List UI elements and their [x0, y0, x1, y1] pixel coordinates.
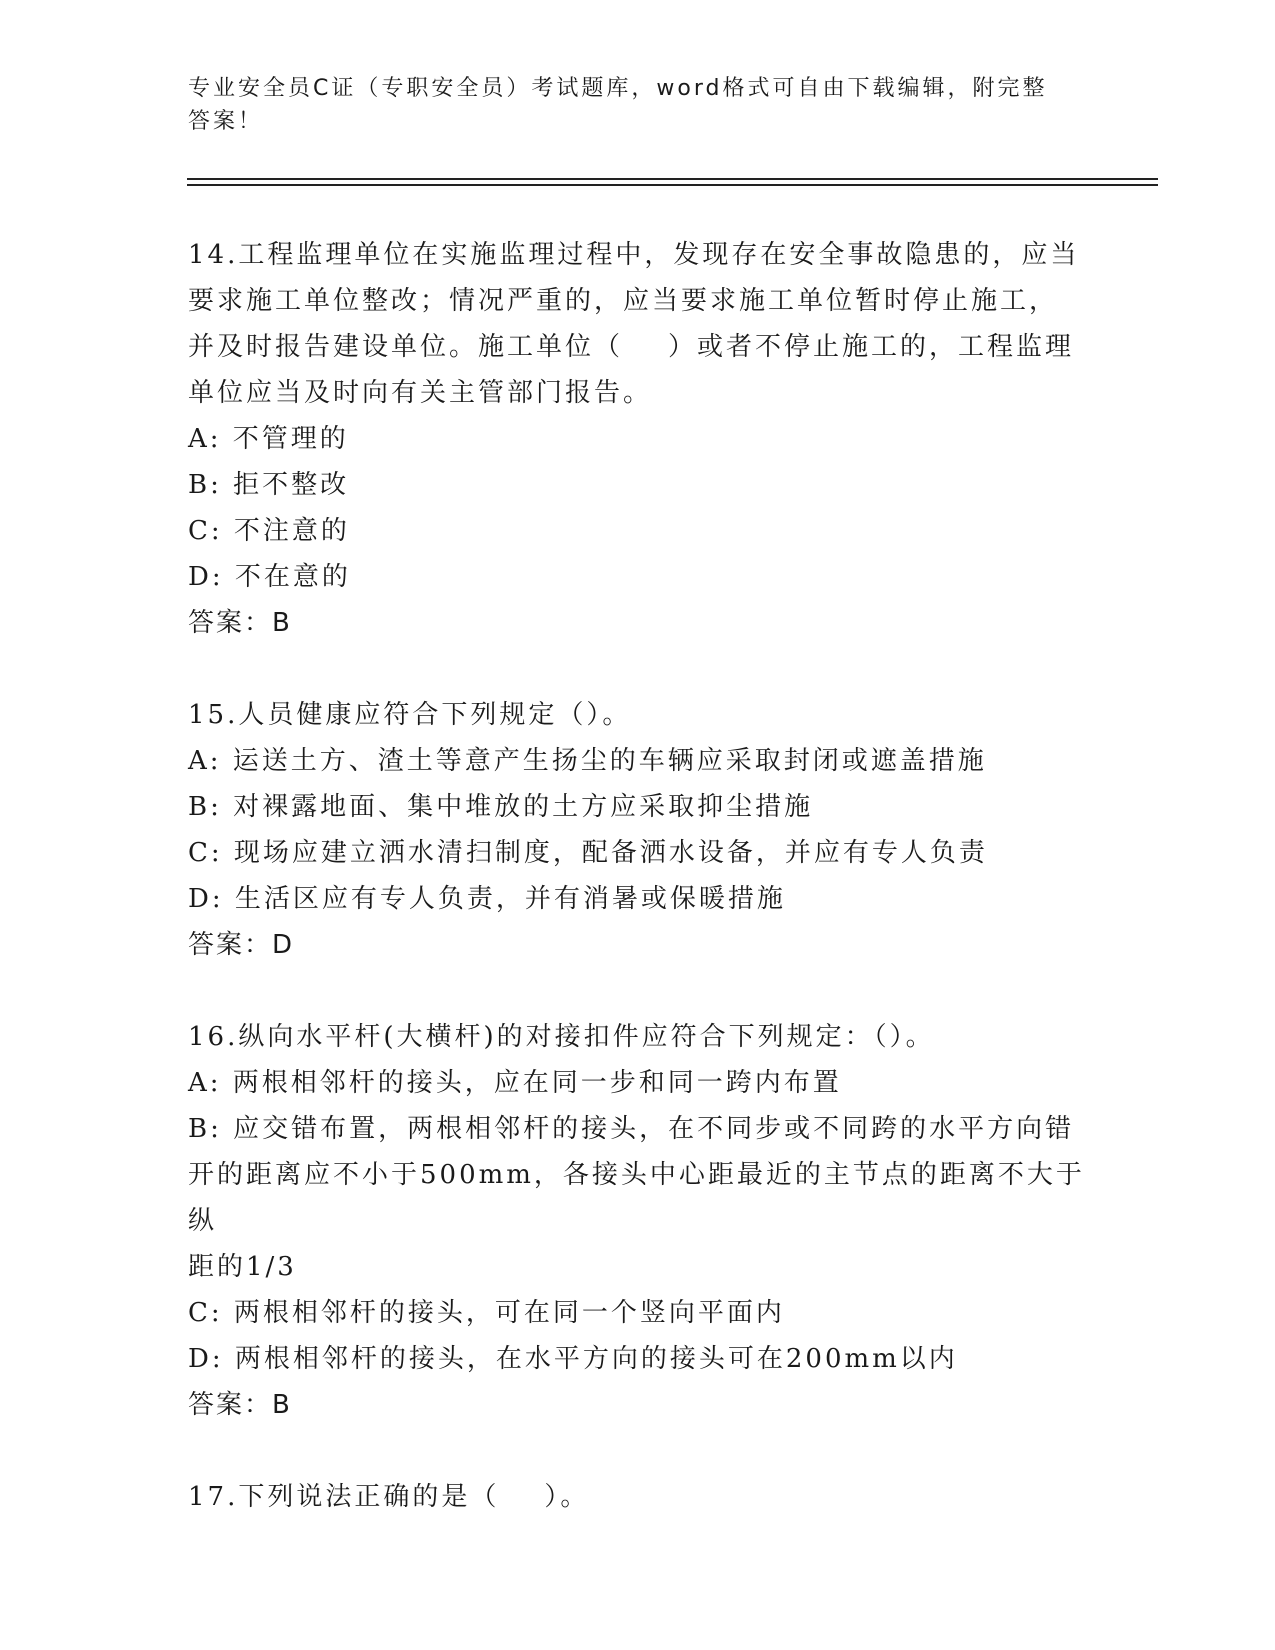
option-c: C: 不注意的: [188, 516, 350, 546]
option-d: D: 两根相邻杆的接头，在水平方向的接头可在200mm以内: [188, 1344, 958, 1374]
option-b: B: 应交错布置，两根相邻杆的接头，在不同步或不同跨的水平方向错: [188, 1114, 1075, 1144]
question-text-line: 单位应当及时向有关主管部门报告。: [188, 378, 653, 408]
question-16: [188, 1014, 1088, 1428]
option-b-continued: 距的1/3: [188, 1252, 297, 1282]
option-b: B: 对裸露地面、集中堆放的土方应采取抑尘措施: [188, 792, 814, 822]
option-a: A: 不管理的: [188, 424, 349, 454]
question-text-line: 17.下列说法正确的是（ ）。: [188, 1482, 590, 1512]
document-header: 专业安全员C证（专职安全员）考试题库，word格式可自由下载编辑，附完整答案！: [188, 76, 1048, 134]
question-text-line: 并及时报告建设单位。施工单位（ ）或者不停止施工的，工程监理: [188, 332, 1075, 362]
question-text-line: 要求施工单位整改；情况严重的，应当要求施工单位暂时停止施工，: [188, 286, 1059, 316]
option-a: A: 两根相邻杆的接头，应在同一步和同一跨内布置: [188, 1068, 842, 1098]
question-15: [188, 692, 1088, 968]
option-c: C: 两根相邻杆的接头，可在同一个竖向平面内: [188, 1298, 785, 1328]
question-text-line: 16.纵向水平杆(大横杆)的对接扣件应符合下列规定：（）。: [188, 1022, 935, 1052]
answer-line: 答案：B: [188, 1390, 292, 1420]
option-a: A: 运送土方、渣土等意产生扬尘的车辆应采取封闭或遮盖措施: [188, 746, 987, 776]
header-rule-bottom: [187, 184, 1158, 186]
question-17: [188, 1474, 1088, 1520]
answer-line: 答案：B: [188, 608, 292, 638]
header-rule-top: [187, 178, 1158, 180]
answer-line: 答案：D: [188, 930, 295, 960]
option-d: D: 不在意的: [188, 562, 351, 592]
option-b-continued: 开的距离应不小于500mm，各接头中心距最近的主节点的距离不大于纵: [188, 1160, 1085, 1236]
option-c: C: 现场应建立洒水清扫制度，配备洒水设备，并应有专人负责: [188, 838, 988, 868]
option-b: B: 拒不整改: [188, 470, 350, 500]
question-text-line: 15.人员健康应符合下列规定（）。: [188, 700, 632, 730]
question-text-line: 14.工程监理单位在实施监理过程中，发现存在安全事故隐患的，应当: [188, 240, 1080, 270]
option-d: D: 生活区应有专人负责，并有消暑或保暖措施: [188, 884, 786, 914]
question-list: [188, 232, 1088, 1566]
question-14: [188, 232, 1088, 646]
